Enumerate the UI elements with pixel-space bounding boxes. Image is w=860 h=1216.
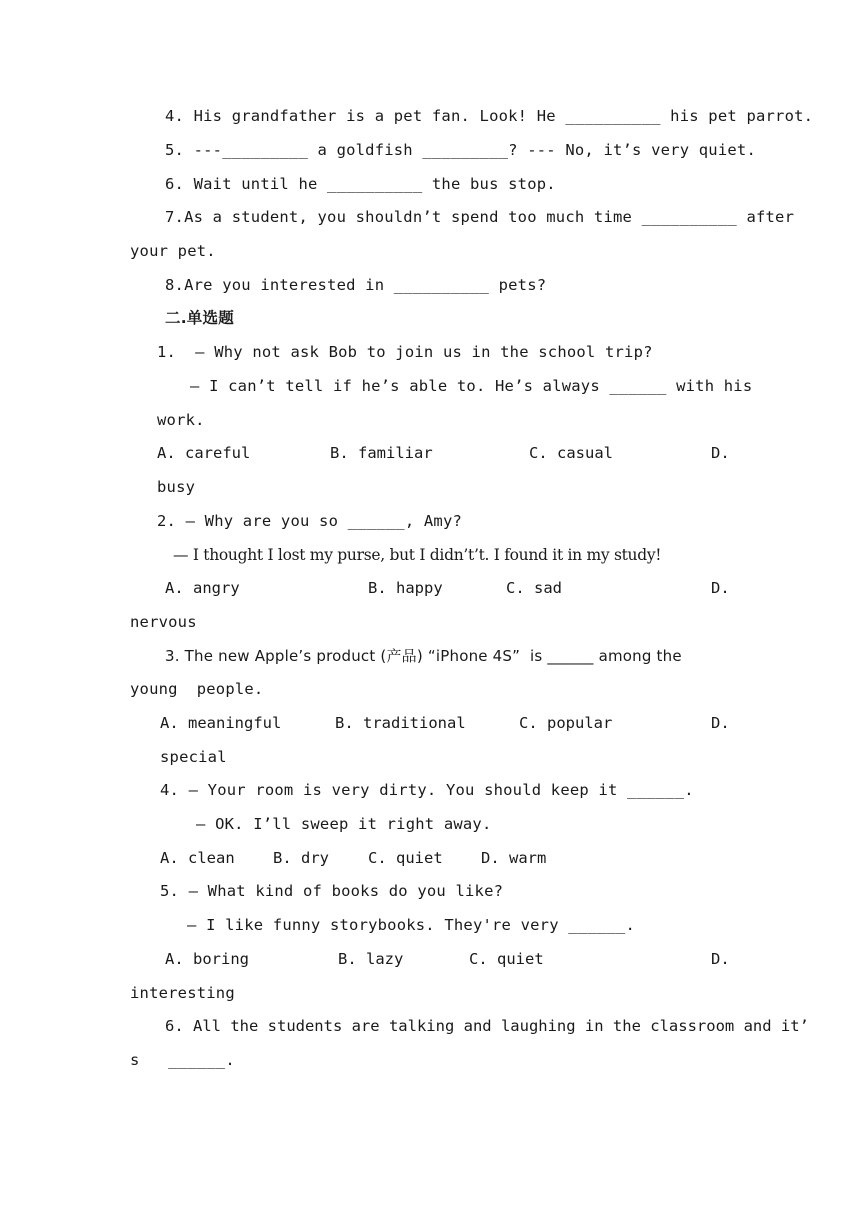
mc-q4-option-c[interactable]: C. quiet — [368, 849, 443, 867]
mc-q1-option-b[interactable]: B. familiar — [330, 444, 433, 462]
mc-q3-option-a[interactable]: A. meaningful — [160, 714, 282, 732]
mc-q1-answer-line2: work. — [157, 411, 205, 429]
mc-q5-question: 5. — What kind of books do you like? — [160, 882, 504, 900]
mc-q5-option-c[interactable]: C. quiet — [469, 950, 544, 968]
section-heading: 二.单选题 — [165, 309, 234, 327]
fill-blank-q5: 5. ---_________ a goldfish _________? --- No, it’s very quiet. — [165, 141, 756, 159]
mc-q3-option-b[interactable]: B. traditional — [335, 714, 466, 732]
fill-blank-q7-line2: your pet. — [130, 242, 216, 260]
mc-q6-question-line2: s ______. — [130, 1051, 235, 1069]
mc-q5-answer-line1: — I like funny storybooks. They're very ______. — [187, 916, 635, 934]
mc-q5-option-a[interactable]: A. boring — [165, 950, 249, 968]
fill-blank-q4: 4. His grandfather is a pet fan. Look! He __________ his pet parrot. — [165, 107, 814, 125]
mc-q2-option-d[interactable]: D. — [711, 579, 730, 597]
mc-q3-option-c[interactable]: C. popular — [519, 714, 613, 732]
mc-q3-option-d[interactable]: D. — [711, 714, 730, 732]
mc-q6-question-line1: 6. All the students are talking and laughing in the classroom and it’ — [165, 1017, 809, 1035]
mc-q5-option-d[interactable]: D. — [711, 950, 730, 968]
mc-q1-option-d[interactable]: D. — [711, 444, 730, 462]
mc-q5-option-b[interactable]: B. lazy — [338, 950, 404, 968]
mc-q2-option-a[interactable]: A. angry — [165, 579, 240, 597]
mc-q4-answer-line1: — OK. I’ll sweep it right away. — [196, 815, 492, 833]
mc-q1-option-d-text[interactable]: busy — [157, 478, 196, 496]
mc-q1-answer-line1: — I can’t tell if he’s able to. He’s always ______ with his — [190, 377, 753, 395]
mc-q2-option-d-text[interactable]: nervous — [130, 613, 197, 631]
mc-q1-question: 1. — Why not ask Bob to join us in the school trip? — [157, 343, 653, 361]
mc-q2-option-b[interactable]: B. happy — [368, 579, 443, 597]
mc-q3-option-d-text[interactable]: special — [160, 748, 227, 766]
mc-q2-answer-line1: — I thought I lost my purse, but I didn’t’t. I found it in my study! — [173, 546, 662, 564]
mc-q4-option-b[interactable]: B. dry — [273, 849, 329, 867]
mc-q4-question: 4. — Your room is very dirty. You should keep it ______. — [160, 781, 694, 799]
mc-q3-question-line1: 3. The new Apple’s product (产品) “iPhone 4S” is ______ among the — [165, 647, 682, 665]
mc-q1-option-c[interactable]: C. casual — [529, 444, 613, 462]
fill-blank-q6: 6. Wait until he __________ the bus stop. — [165, 175, 556, 193]
mc-q4-option-d[interactable]: D. warm — [481, 849, 547, 867]
mc-q2-option-c[interactable]: C. sad — [506, 579, 562, 597]
mc-q5-option-d-text[interactable]: interesting — [130, 984, 235, 1002]
fill-blank-q7-line1: 7.As a student, you shouldn’t spend too much time __________ after — [165, 208, 795, 226]
mc-q2-question: 2. — Why are you so ______, Amy? — [157, 512, 463, 530]
mc-q1-option-a[interactable]: A. careful — [157, 444, 251, 462]
mc-q4-option-a[interactable]: A. clean — [160, 849, 235, 867]
fill-blank-q8: 8.Are you interested in __________ pets? — [165, 276, 547, 294]
mc-q3-question-line2: young people. — [130, 680, 264, 698]
